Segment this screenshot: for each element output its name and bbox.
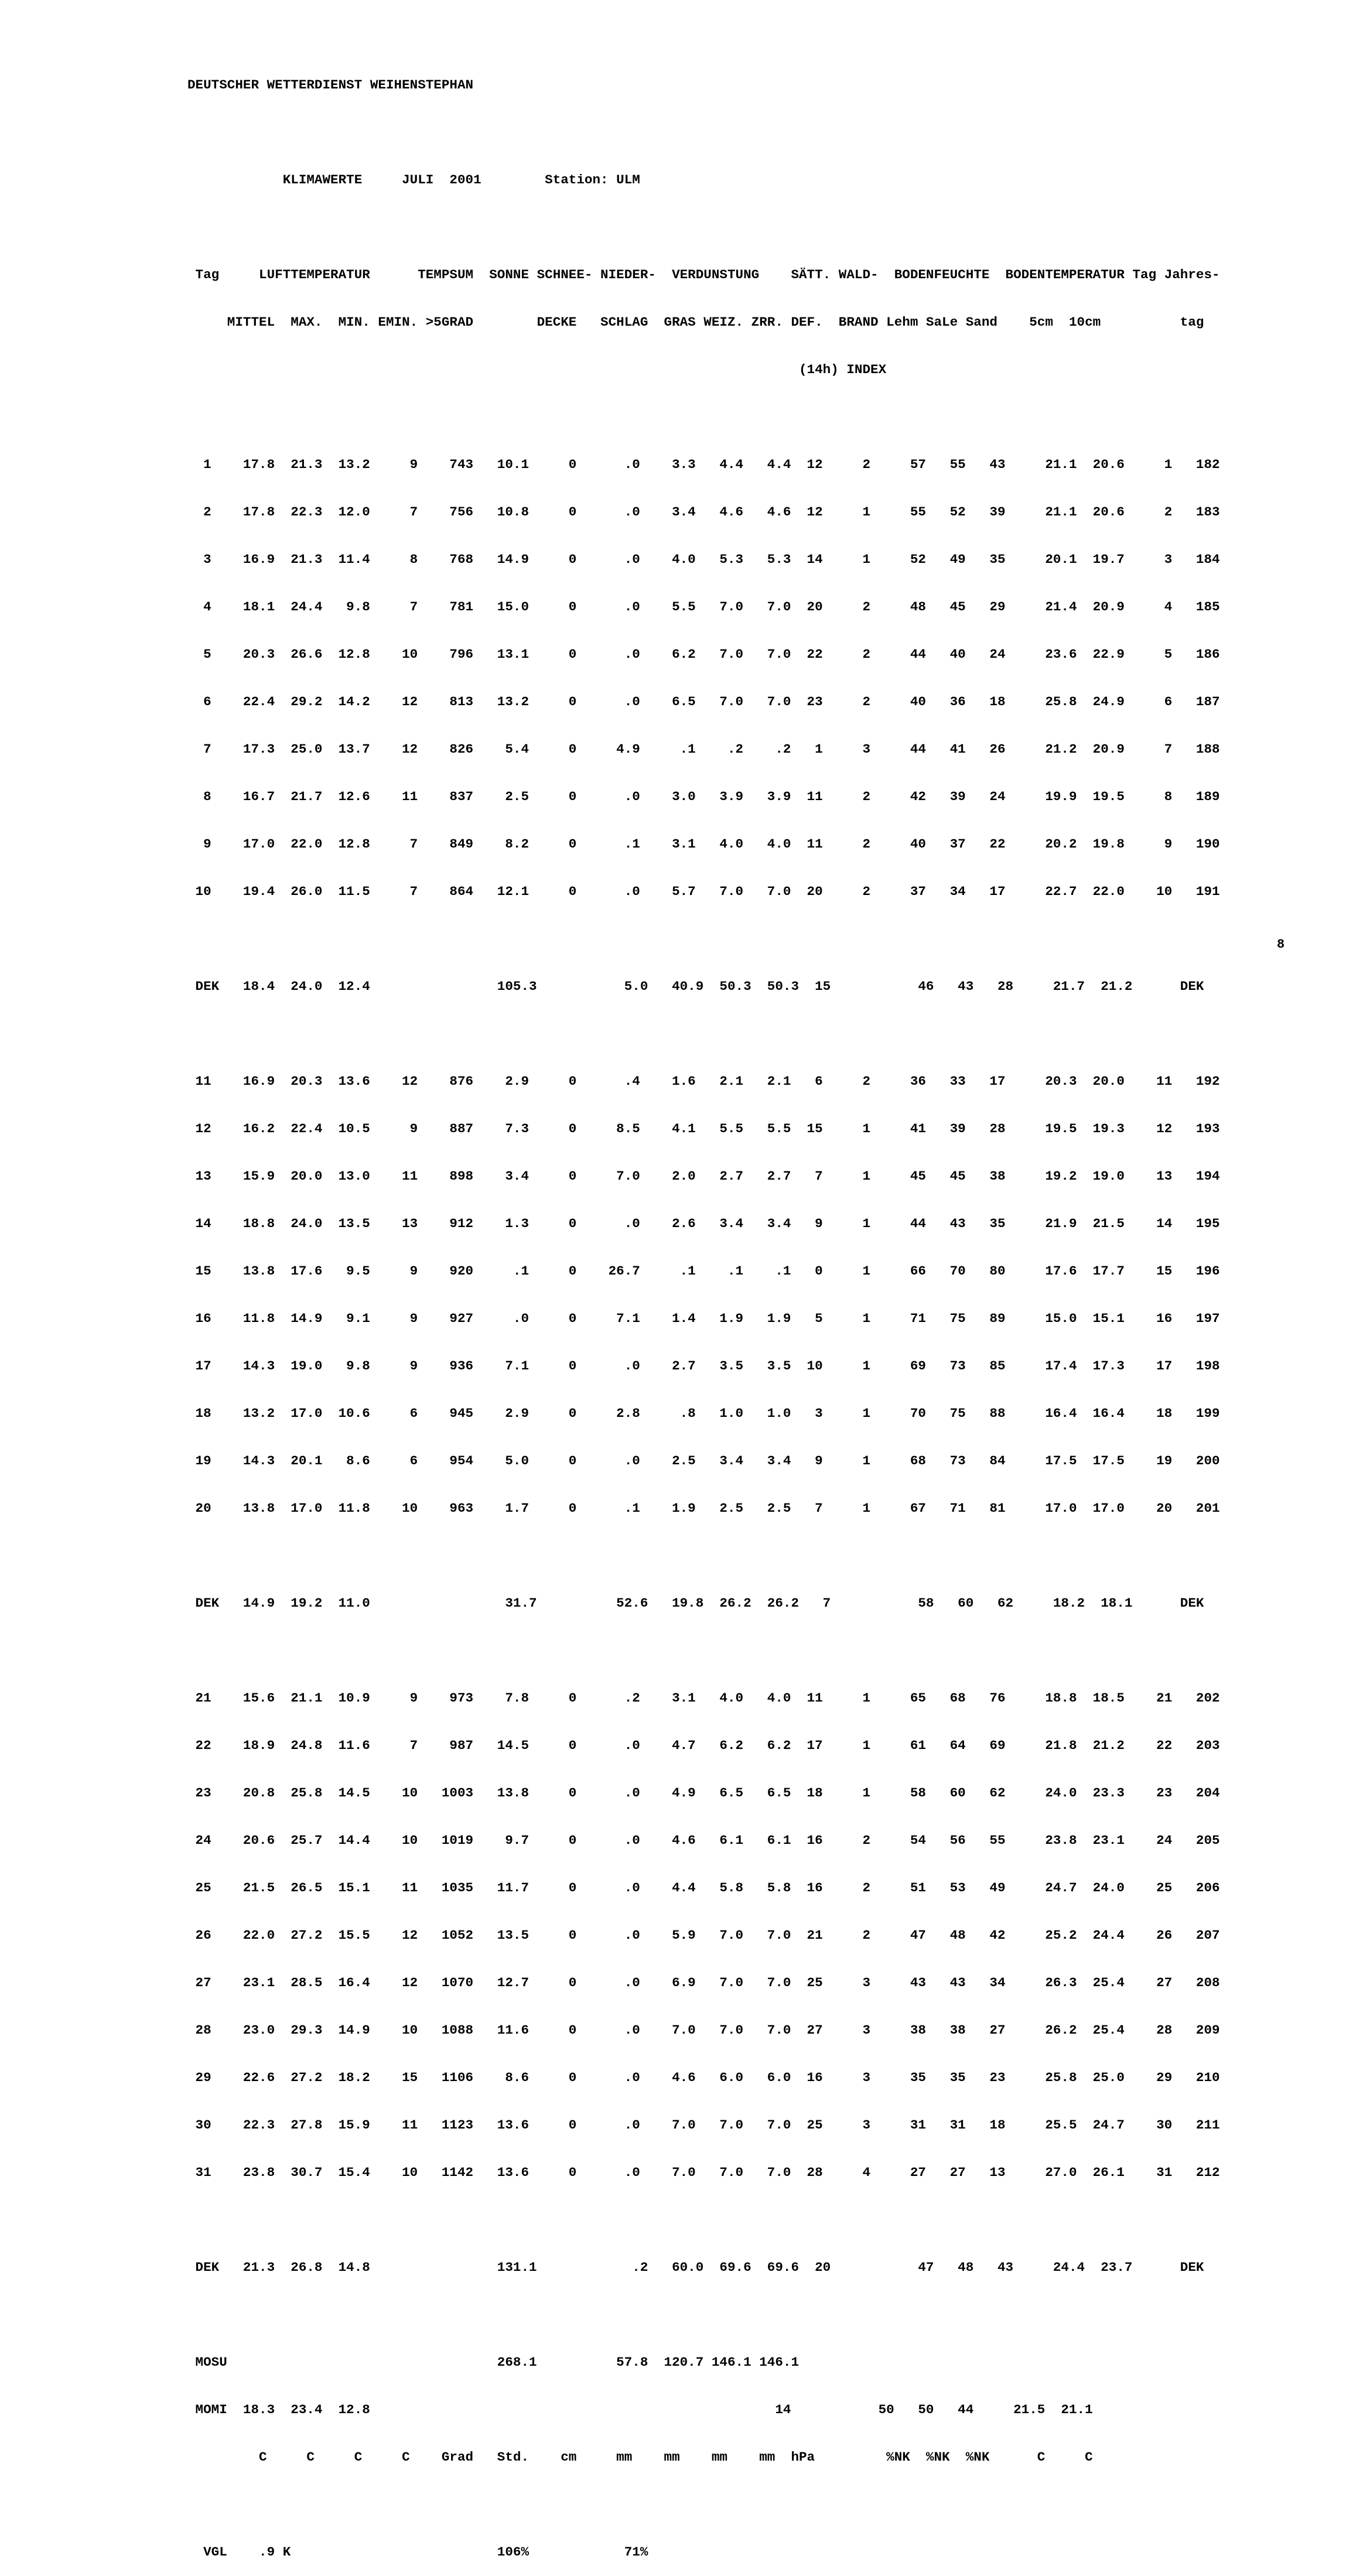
report-line: [187, 2212, 1220, 2228]
report-line: 17 14.3 19.0 9.8 9 936 7.1 0 .0 2.7 3.5 3.5 10 1 69 73 85 17.4 17.3 17 198: [187, 1358, 1220, 1374]
report-line: VGL .9 K 106% 71%: [187, 2544, 648, 2560]
report-line: 22 18.9 24.8 11.6 7 987 14.5 0 .0 4.7 6.2 6.2 17 1 61 64 69 21.8 21.2 22 203: [187, 1738, 1220, 1753]
report-line: 13 15.9 20.0 13.0 11 898 3.4 0 7.0 2.0 2.7 2.7 7 1 45 45 38 19.2 19.0 13 194: [187, 1169, 1220, 1184]
report-line: Tag LUFTTEMPERATUR TEMPSUM SONNE SCHNEE- NIEDER- VERDUNSTUNG SÄTT. WALD- BODENFEUCHTE BODENTEMPERATUR Tag Jahres-: [187, 267, 1220, 282]
report-line: MOMI 18.3 23.4 12.8 14 50 50 44 21.5 21.1: [187, 2402, 1093, 2417]
report-line: 24 20.6 25.7 14.4 10 1019 9.7 0 .0 4.6 6.1 6.1 16 2 54 56 55 23.8 23.1 24 205: [187, 1833, 1220, 1848]
report-line: 11 16.9 20.3 13.6 12 876 2.9 0 .4 1.6 2.1 2.1 6 2 36 33 17 20.3 20.0 11 192: [187, 1074, 1220, 1089]
report-line: 9 17.0 22.0 12.8 7 849 8.2 0 .1 3.1 4.0 4.0 11 2 40 37 22 20.2 19.8 9 190: [187, 836, 1220, 852]
report-line: MOSU 268.1 57.8 120.7 146.1 146.1: [187, 2355, 800, 2370]
report-line: KLIMAWERTE JULI 2001 Station: ULM: [187, 172, 640, 187]
report-line: [187, 1548, 1220, 1564]
report-line: 21 15.6 21.1 10.9 9 973 7.8 0 .2 3.1 4.0 4.0 11 1 65 68 76 18.8 18.5 21 202: [187, 1690, 1220, 1706]
report-line: DEK 21.3 26.8 14.8 131.1 .2 60.0 69.6 69.6 20 47 48 43 24.4 23.7 DEK: [187, 2260, 1204, 2275]
report-line: 31 23.8 30.7 15.4 10 1142 13.6 0 .0 7.0 7.0 7.0 28 4 27 27 13 27.0 26.1 31 212: [187, 2165, 1220, 2180]
report-line: MITTEL MAX. MIN. EMIN. >5GRAD DECKE SCHLAG GRAS WEIZ. ZRR. DEF. BRAND Lehm SaLe Sand 5cm 10cm tag: [187, 315, 1204, 330]
report-line: 5 20.3 26.6 12.8 10 796 13.1 0 .0 6.2 7.0 7.0 22 2 44 40 24 23.6 22.9 5 186: [187, 647, 1220, 662]
report-line: 29 22.6 27.2 18.2 15 1106 8.6 0 .0 4.6 6.0 6.0 16 3 35 35 23 25.8 25.0 29 210: [187, 2070, 1220, 2085]
report-line: 6 22.4 29.2 14.2 12 813 13.2 0 .0 6.5 7.0 7.0 23 2 40 36 18 25.8 24.9 6 187: [187, 694, 1220, 709]
report-line: 12 16.2 22.4 10.5 9 887 7.3 0 8.5 4.1 5.5 5.5 15 1 41 39 28 19.5 19.3 12 193: [187, 1121, 1220, 1136]
report-line: 19 14.3 20.1 8.6 6 954 5.0 0 .0 2.5 3.4 3.4 9 1 68 73 84 17.5 17.5 19 200: [187, 1453, 1220, 1468]
report-line: [187, 1026, 1220, 1042]
report-line: DEUTSCHER WETTERDIENST WEIHENSTEPHAN: [187, 77, 474, 93]
report-line: 7 17.3 25.0 13.7 12 826 5.4 0 4.9 .1 .2 .2 1 3 44 41 26 21.2 20.9 7 188: [187, 742, 1220, 757]
report-line: 14 18.8 24.0 13.5 13 912 1.3 0 .0 2.6 3.4 3.4 9 1 44 43 35 21.9 21.5 14 195: [187, 1216, 1220, 1231]
report-line: 18 13.2 17.0 10.6 6 945 2.9 0 2.8 .8 1.0 1.0 3 1 70 75 88 16.4 16.4 18 199: [187, 1406, 1220, 1421]
report-line: 15 13.8 17.6 9.5 9 920 .1 0 26.7 .1 .1 .1 0 1 66 70 80 17.6 17.7 15 196: [187, 1263, 1220, 1279]
report-line: 28 23.0 29.3 14.9 10 1088 11.6 0 .0 7.0 7.0 7.0 27 3 38 38 27 26.2 25.4 28 209: [187, 2022, 1220, 2038]
report-line: 20 13.8 17.0 11.8 10 963 1.7 0 .1 1.9 2.5 2.5 7 1 67 71 81 17.0 17.0 20 201: [187, 1501, 1220, 1516]
report-line: DEK 18.4 24.0 12.4 105.3 5.0 40.9 50.3 50.3 15 46 43 28 21.7 21.2 DEK: [187, 979, 1204, 994]
report-line: 2 17.8 22.3 12.0 7 756 10.8 0 .0 3.4 4.6 4.6 12 1 55 52 39 21.1 20.6 2 183: [187, 504, 1220, 520]
climate-report: [187, 46, 1220, 2576]
report-line: 3 16.9 21.3 11.4 8 768 14.9 0 .0 4.0 5.3 5.3 14 1 52 49 35 20.1 19.7 3 184: [187, 552, 1220, 567]
report-line: C C C C Grad Std. cm mm mm mm mm hPa %NK %NK %NK C C: [187, 2449, 1093, 2465]
report-line: 30 22.3 27.8 15.9 11 1123 13.6 0 .0 7.0 7.0 7.0 25 3 31 31 18 25.5 24.7 30 211: [187, 2117, 1220, 2133]
report-line: 10 19.4 26.0 11.5 7 864 12.1 0 .0 5.7 7.0 7.0 20 2 37 34 17 22.7 22.0 10 191: [187, 884, 1220, 899]
report-line: 4 18.1 24.4 9.8 7 781 15.0 0 .0 5.5 7.0 7.0 20 2 48 45 29 21.4 20.9 4 185: [187, 599, 1220, 614]
page-number: 8: [1277, 937, 1285, 952]
report-line: [187, 931, 1220, 947]
report-line: [187, 220, 1220, 235]
report-line: [187, 2307, 1220, 2323]
report-line: 16 11.8 14.9 9.1 9 927 .0 0 7.1 1.4 1.9 1.9 5 1 71 75 89 15.0 15.1 16 197: [187, 1311, 1220, 1326]
report-line: [187, 409, 1220, 425]
report-line: 8 16.7 21.7 12.6 11 837 2.5 0 .0 3.0 3.9 3.9 11 2 42 39 24 19.9 19.5 8 189: [187, 789, 1220, 804]
report-line: 1 17.8 21.3 13.2 9 743 10.1 0 .0 3.3 4.4 4.4 12 2 57 55 43 21.1 20.6 1 182: [187, 457, 1220, 472]
report-line: 26 22.0 27.2 15.5 12 1052 13.5 0 .0 5.9 7.0 7.0 21 2 47 48 42 25.2 24.4 26 207: [187, 1928, 1220, 1943]
report-line: [187, 2497, 1220, 2513]
report-line: (14h) INDEX: [187, 362, 887, 377]
report-line: DEK 14.9 19.2 11.0 31.7 52.6 19.8 26.2 26.2 7 58 60 62 18.2 18.1 DEK: [187, 1596, 1204, 1611]
report-line: [187, 125, 1220, 141]
report-line: 25 21.5 26.5 15.1 11 1035 11.7 0 .0 4.4 5.8 5.8 16 2 51 53 49 24.7 24.0 25 206: [187, 1880, 1220, 1895]
report-line: [187, 1643, 1220, 1659]
report-line: 27 23.1 28.5 16.4 12 1070 12.7 0 .0 6.9 7.0 7.0 25 3 43 43 34 26.3 25.4 27 208: [187, 1975, 1220, 1990]
report-line: 23 20.8 25.8 14.5 10 1003 13.8 0 .0 4.9 6.5 6.5 18 1 58 60 62 24.0 23.3 23 204: [187, 1785, 1220, 1801]
